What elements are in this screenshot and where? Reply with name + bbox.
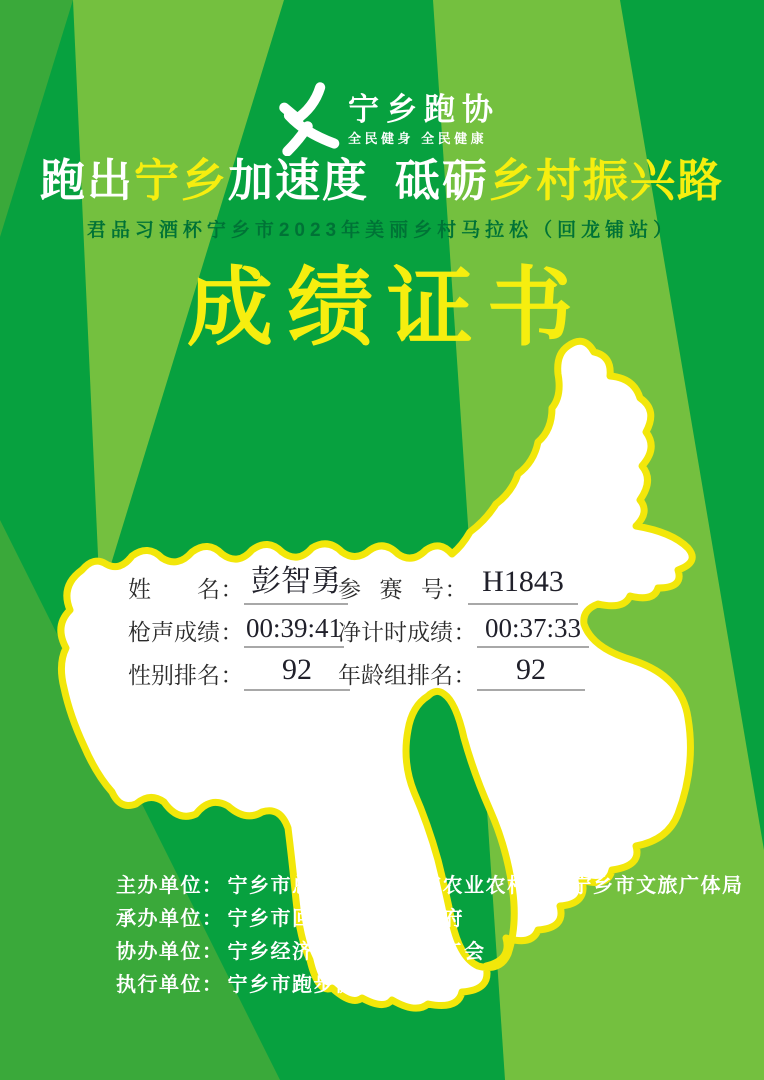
field-net-time-value: 00:37:33: [477, 612, 589, 648]
field-gender-rank-colon: ：: [220, 662, 244, 688]
association-logo: [0, 78, 764, 156]
headline-gap: [369, 155, 395, 207]
headline-seg2-white: 砥砺: [395, 155, 490, 206]
field-age-group-rank-label: 年龄组排名: [338, 662, 453, 688]
field-name: [128, 563, 348, 605]
page-title: 成绩证书: [187, 260, 587, 356]
headline-seg2-yellow: 乡村振兴路: [489, 155, 725, 206]
field-bib-label: 参赛号: [338, 576, 444, 602]
headline: [0, 155, 764, 207]
runner-icon: [264, 78, 342, 156]
headline-seg1-yellow: 宁乡: [133, 155, 228, 206]
organizer-coorganizer-names: 宁乡经济技术开发区总工会: [227, 941, 486, 963]
logo-name: 宁乡跑协: [348, 92, 500, 127]
field-name-label: 姓名: [128, 576, 220, 602]
field-net-time-label: 净计时成绩: [338, 619, 453, 645]
field-gender-rank-value: 92: [244, 653, 350, 691]
field-name-colon: ：: [220, 576, 244, 602]
organizer-coorganizer-role: 协办单位：: [116, 941, 224, 963]
organizer-host: [116, 869, 744, 898]
field-gun-time-colon: ：: [220, 619, 244, 645]
logo-tagline: 全民健身 全民健康: [348, 131, 488, 146]
organizer-undertaker: [116, 902, 464, 931]
organizer-executor-role: 执行单位：: [116, 974, 224, 996]
headline-seg1-white: 跑出: [39, 155, 134, 206]
field-bib-value: H1843: [468, 563, 578, 605]
field-name-value: 彭智勇: [244, 563, 348, 605]
field-age-group-rank: [338, 653, 585, 691]
field-age-group-rank-colon: ：: [453, 662, 477, 688]
field-gun-time-value: 00:39:41: [244, 612, 344, 648]
field-bib-colon: ：: [444, 576, 468, 602]
field-gun-time-label: 枪声成绩: [128, 619, 220, 645]
field-gender-rank-label: 性别排名: [128, 662, 220, 688]
organizer-undertaker-role: 承办单位：: [116, 908, 224, 930]
field-net-time: [338, 612, 589, 648]
field-gun-time: [128, 612, 344, 648]
field-net-time-colon: ：: [453, 619, 477, 645]
organizer-executor-names: 宁乡市跑步协会: [227, 974, 378, 996]
organizer-host-role: 主办单位：: [116, 875, 224, 897]
field-gender-rank: [128, 653, 350, 691]
organizer-undertaker-names: 宁乡市回龙铺镇人民政府: [227, 908, 464, 930]
organizer-host-names: 宁乡市总工会、宁乡市农业农村局、宁乡市文旅广体局: [227, 875, 744, 897]
event-subtitle: 君品习酒杯宁乡市2023年美丽乡村马拉松（回龙铺站）: [86, 220, 678, 241]
headline-seg1-white2: 加速度: [227, 155, 369, 206]
field-bib-number: [338, 563, 578, 605]
organizer-executor: [116, 968, 378, 997]
organizer-coorganizer: [116, 935, 486, 964]
field-age-group-rank-value: 92: [477, 653, 585, 691]
